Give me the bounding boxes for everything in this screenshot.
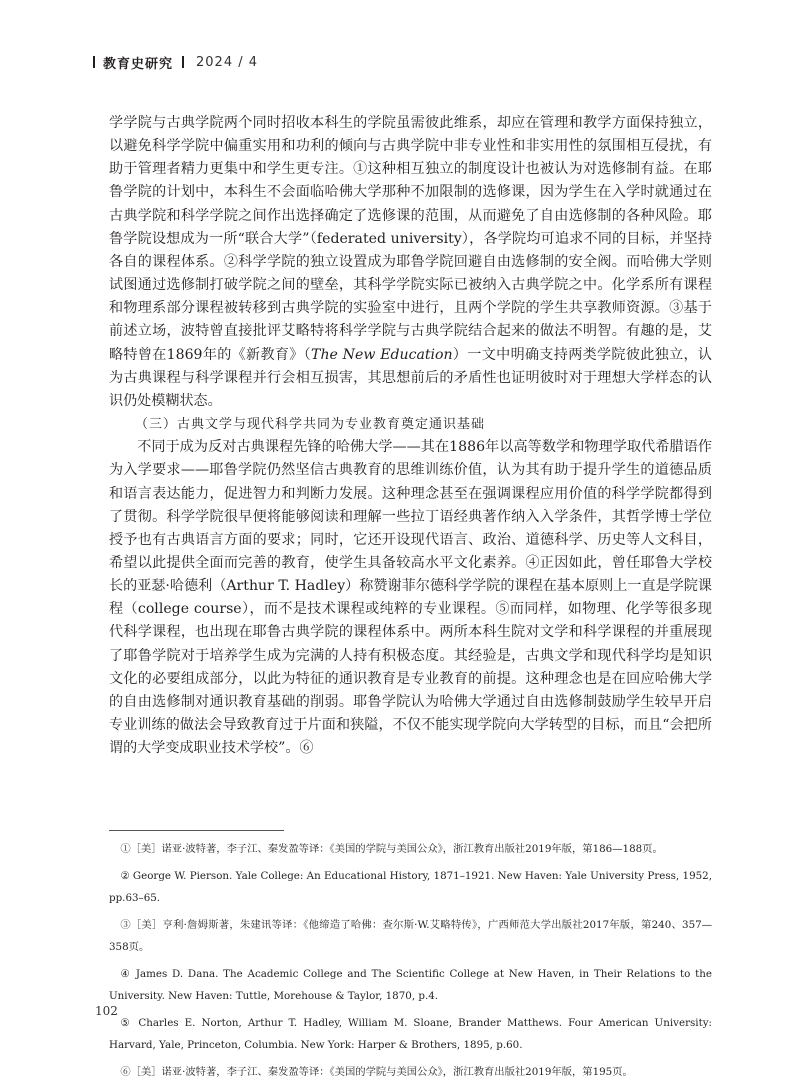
footnote-3: ③［美］亨利·詹姆斯著，朱建讯等译：《他缔造了哈佛：查尔斯·W.艾略特传》，广西师范大学出版社2017年版，第240、357—358页。 — [109, 919, 712, 953]
header-bar-left — [93, 56, 95, 68]
body-paragraph-2: 不同于成为反对古典课程先锋的哈佛大学——其在1886年以高等数学和物理学取代希腊语作为入学要求——耶鲁学院仍然坚信古典教育的思维训练价值，认为其有助于提升学生的道德品质和语言表达能力，促进智力和判断力发展。这种理念甚至在强调课程应用价值的科学学院都得到了贯彻。科学学院很早便将能够阅读和理解一些拉丁语经典著作纳入入学条件，其哲学博士学位授予也有古典语言方面的要求；同时，它还开设现代语言、政治、道德科学、历史等人文科目，希望以此提供全面而完善的教育，使学生具备较高水平文化素养。④正因如此，曾任耶鲁大学校长的亚瑟·哈德利（Arthur T. Hadley）称赞谢菲尔德科学学院的课程在基本原则上一直是学院课程（college course），而不是技术课程或纯粹的专业课程。⑤而同样，如物理、化学等很多现代科学课程，也出现在耶鲁古典学院的课程体系中。两所本科生院对文学和科学课程的并重展现了耶鲁学院对于培养学生成为完满的人持有积极态度。其经验是，古典文学和现代科学均是知识文化的必要组成部分，以此为特征的通识教育是专业教育的前提。这种理念也是在回应哈佛大学的自由选修制对通识教育基础的削弱。耶鲁学院认为哈佛大学通过自由选修制鼓励学生较早开启专业训练的做法会导致教育过于片面和狭隘，不仅不能实现学院向大学转型的目标，而且“会把所谓的大学变成职业技术学校”。⑥ — [109, 439, 712, 757]
paragraph-1-text: 学学院与古典学院两个同时招收本科生的学院虽需彼此维系，却应在管理和教学方面保持独立，以避免科学学院中偏重实用和功利的倾向与古典学院中非专业性和非实用性的氛围相互侵扰，有助于管理者精力更集中和学生更专注。①这种相互独立的制度设计也被认为对选修制有益。在耶鲁学院的计划中，本科生不会面临哈佛大学那种不加限制的选修课，因为学生在入学时就通过在古典学院和科学学院之间作出选择确定了选修课的范围，从而避免了自由选修制的各种风险。耶鲁学院设想成为一所“联合大学”（federated university），各学院均可追求不同的目标，并坚持各自的课程体系。②科学学院的独立设置成为耶鲁学院回避自由选修制的安全阀。而哈佛大学则试图通过选修制打破学院之间的壁垒，其科学学院实际已被纳入古典学院之中。化学系所有课程和物理系部分课程被转移到古典学院的实验室中进行，且两个学院的学生共享教师资源。③基于前述立场，波特曾直接批评艾略特将科学学院与古典学院结合起来的做法不明智。有趣的是，艾略特曾在1869年的《新教育》（ — [109, 115, 712, 363]
section-subheading: （三）古典文学与现代科学共同为专业教育奠定通识基础 — [135, 417, 486, 433]
footnote-4: ④ James D. Dana. The Academic College and The Scientific College at New Haven, in Their Relations to the University. New Haven: Tuttle, Morehouse & Taylor, 1870, p.4. — [109, 968, 712, 1002]
footnote-2: ② George W. Pierson. Yale College: An Educational History, 1871–1921. New Haven: Yale University Press, 1952, pp.63–65. — [109, 870, 712, 904]
paragraph-1-tail: ）一文中明确支持两类学院彼此独立，认为古典课程与科学课程并行会相互损害，其思想前后的矛盾性也证明彼时对于理想大学样态的认识仍处模糊状态。 — [109, 346, 712, 409]
journal-title: 教育史研究 — [103, 56, 174, 72]
footnote-divider — [109, 830, 284, 831]
italic-title: The New Education — [311, 346, 453, 363]
issue-number: 2024 / 4 — [196, 54, 259, 70]
header-bar-right — [182, 56, 184, 68]
running-header — [93, 52, 258, 72]
footnote-6: ⑥［美］诺亚·波特著，李子江、秦发盈等译：《美国的学院与美国公众》，浙江教育出版社2019年版，第195页。 — [120, 1066, 633, 1078]
main-text — [109, 112, 712, 760]
page-number: 102 — [95, 1004, 118, 1018]
footnote-5: ⑤ Charles E. Norton, Arthur T. Hadley, William M. Sloane, Brander Matthews. Four American University: Harvard, Yale, Princeton, Columbia. New York: Harper & Brothers, 1895, p.60. — [109, 1017, 712, 1051]
footnotes — [109, 838, 712, 1088]
body-paragraph-1 — [109, 112, 712, 413]
footnote-1: ①［美］诺亚·波特著，李子江、秦发盈等译：《美国的学院与美国公众》，浙江教育出版社2019年版，第186—188页。 — [120, 843, 663, 855]
